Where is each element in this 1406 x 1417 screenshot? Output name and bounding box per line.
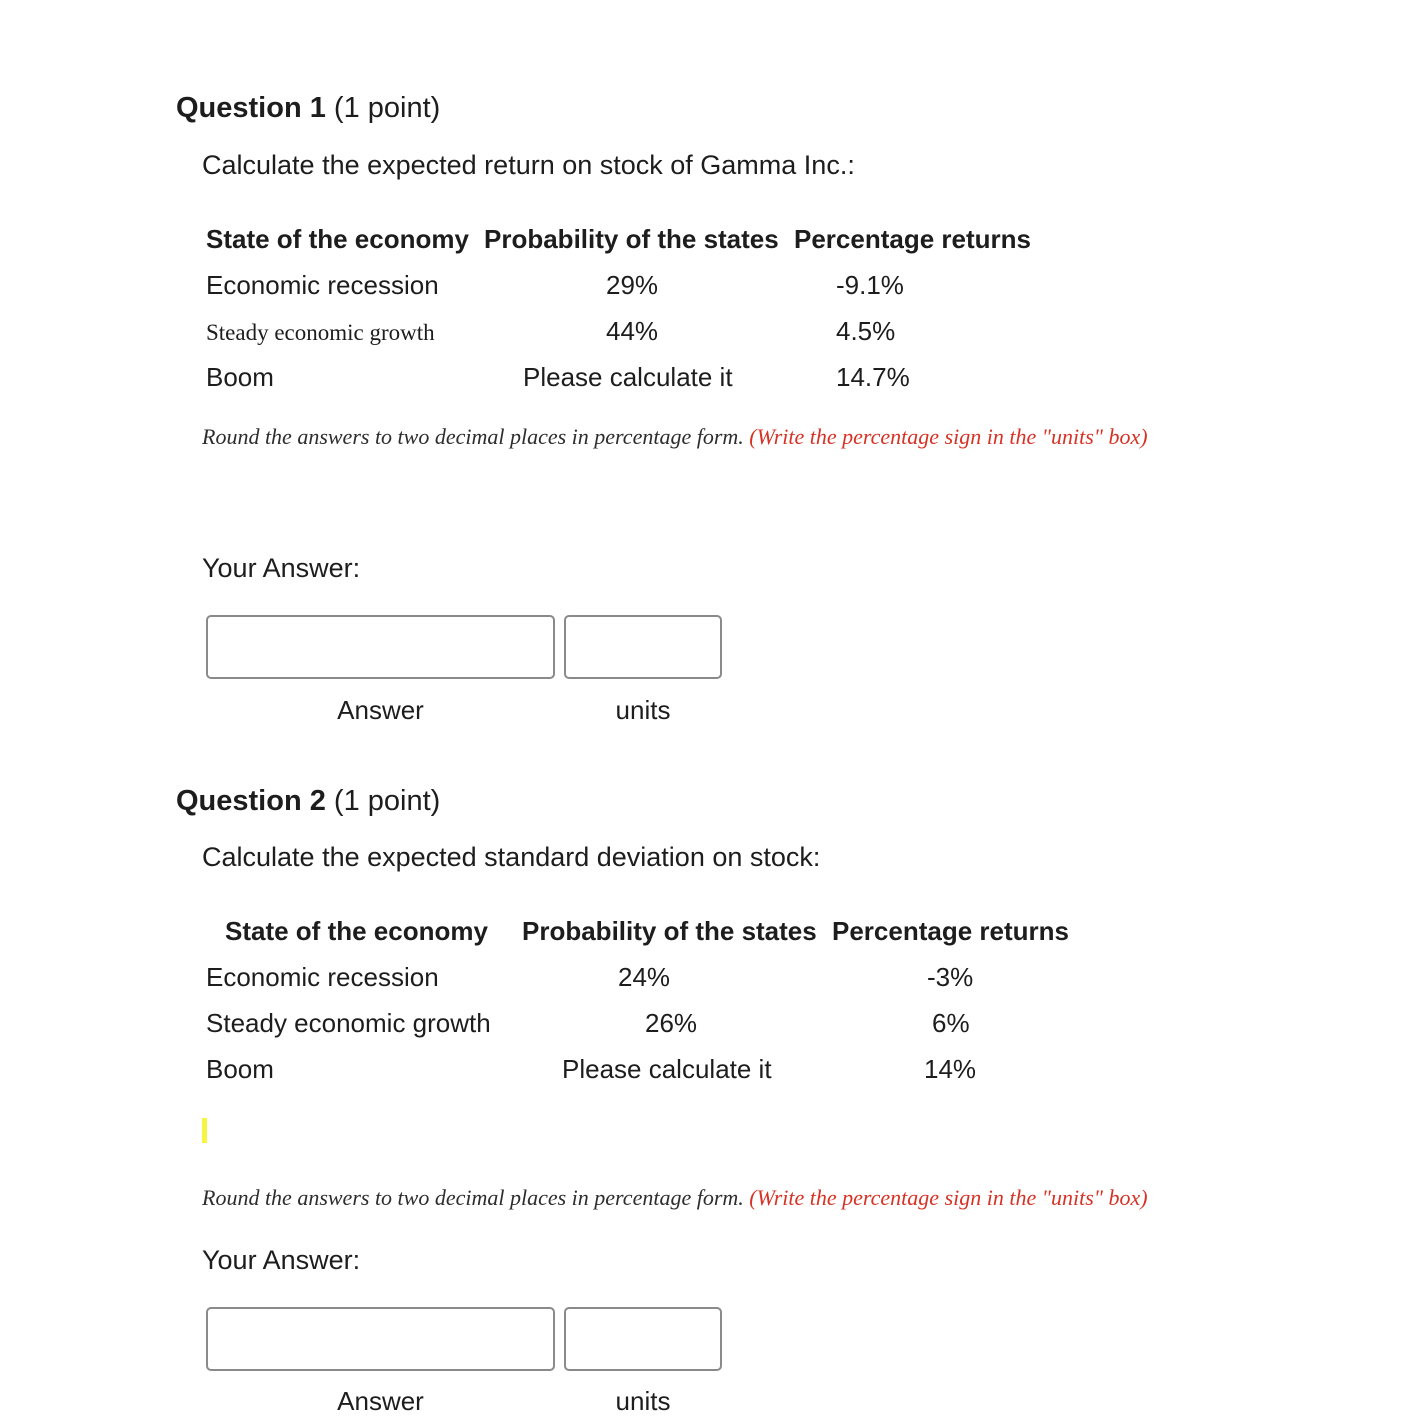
question-2-round-note (202, 1185, 1148, 1211)
question-2-points: (1 point) (333, 785, 441, 817)
question-1-number: Question 1 (176, 92, 326, 124)
q1-answer-input[interactable] (206, 615, 555, 679)
q1-round-note-red: (Write the percentage sign in the "units" box) (749, 424, 1148, 449)
q2-row2-return: 6% (932, 1008, 970, 1038)
q2-row1-probability: 24% (618, 962, 671, 992)
question-2-your-answer-label: Your Answer: (202, 1245, 361, 1275)
q2-row3-probability: Please calculate it (562, 1054, 772, 1084)
q1-header-returns: Percentage returns (794, 224, 1031, 254)
q2-row1-return: -3% (927, 962, 974, 992)
q1-header-state: State of the economy (206, 224, 469, 254)
q2-header-returns: Percentage returns (832, 916, 1069, 946)
question-2-number: Question 2 (176, 785, 326, 817)
q1-header-probability: Probability of the states (484, 224, 779, 254)
question-1-prompt: Calculate the expected return on stock of Gamma Inc.: (202, 150, 855, 180)
q1-row2-state: Steady economic growth (206, 320, 435, 345)
q1-round-note-text: Round the answers to two decimal places in percentage form. (202, 424, 744, 449)
q1-row1-return: -9.1% (836, 270, 904, 300)
q1-row2-probability: 44% (606, 316, 659, 346)
q2-row3-return: 14% (924, 1054, 977, 1084)
question-2-title (176, 785, 440, 818)
q1-units-caption: units (615, 695, 671, 725)
q2-row1-state: Economic recession (206, 962, 439, 992)
q1-row3-state: Boom (206, 362, 274, 392)
question-1-round-note (202, 424, 1148, 450)
q2-row2-probability: 26% (645, 1008, 698, 1038)
q2-round-note-text: Round the answers to two decimal places in percentage form. (202, 1185, 744, 1210)
q2-units-caption: units (615, 1386, 671, 1416)
q2-round-note-red: (Write the percentage sign in the "units" box) (749, 1185, 1148, 1210)
q1-row1-probability: 29% (606, 270, 659, 300)
q1-answer-caption: Answer (337, 695, 424, 725)
q1-units-input[interactable] (564, 615, 722, 679)
q2-units-input[interactable] (564, 1307, 722, 1371)
text-cursor-highlight (202, 1118, 207, 1143)
q2-header-state: State of the economy (225, 916, 488, 946)
question-1-your-answer-label: Your Answer: (202, 553, 361, 583)
question-1-points: (1 point) (333, 92, 441, 124)
q1-row1-state: Economic recession (206, 270, 439, 300)
q2-row2-state: Steady economic growth (206, 1008, 491, 1038)
q2-row3-state: Boom (206, 1054, 274, 1084)
q1-row3-probability: Please calculate it (523, 362, 733, 392)
q1-row2-return: 4.5% (836, 316, 896, 346)
q2-answer-caption: Answer (337, 1386, 424, 1416)
q2-answer-input[interactable] (206, 1307, 555, 1371)
question-1-title (176, 92, 440, 125)
q1-row3-return: 14.7% (836, 362, 910, 392)
q2-header-probability: Probability of the states (522, 916, 817, 946)
question-2-prompt: Calculate the expected standard deviation on stock: (202, 842, 821, 872)
